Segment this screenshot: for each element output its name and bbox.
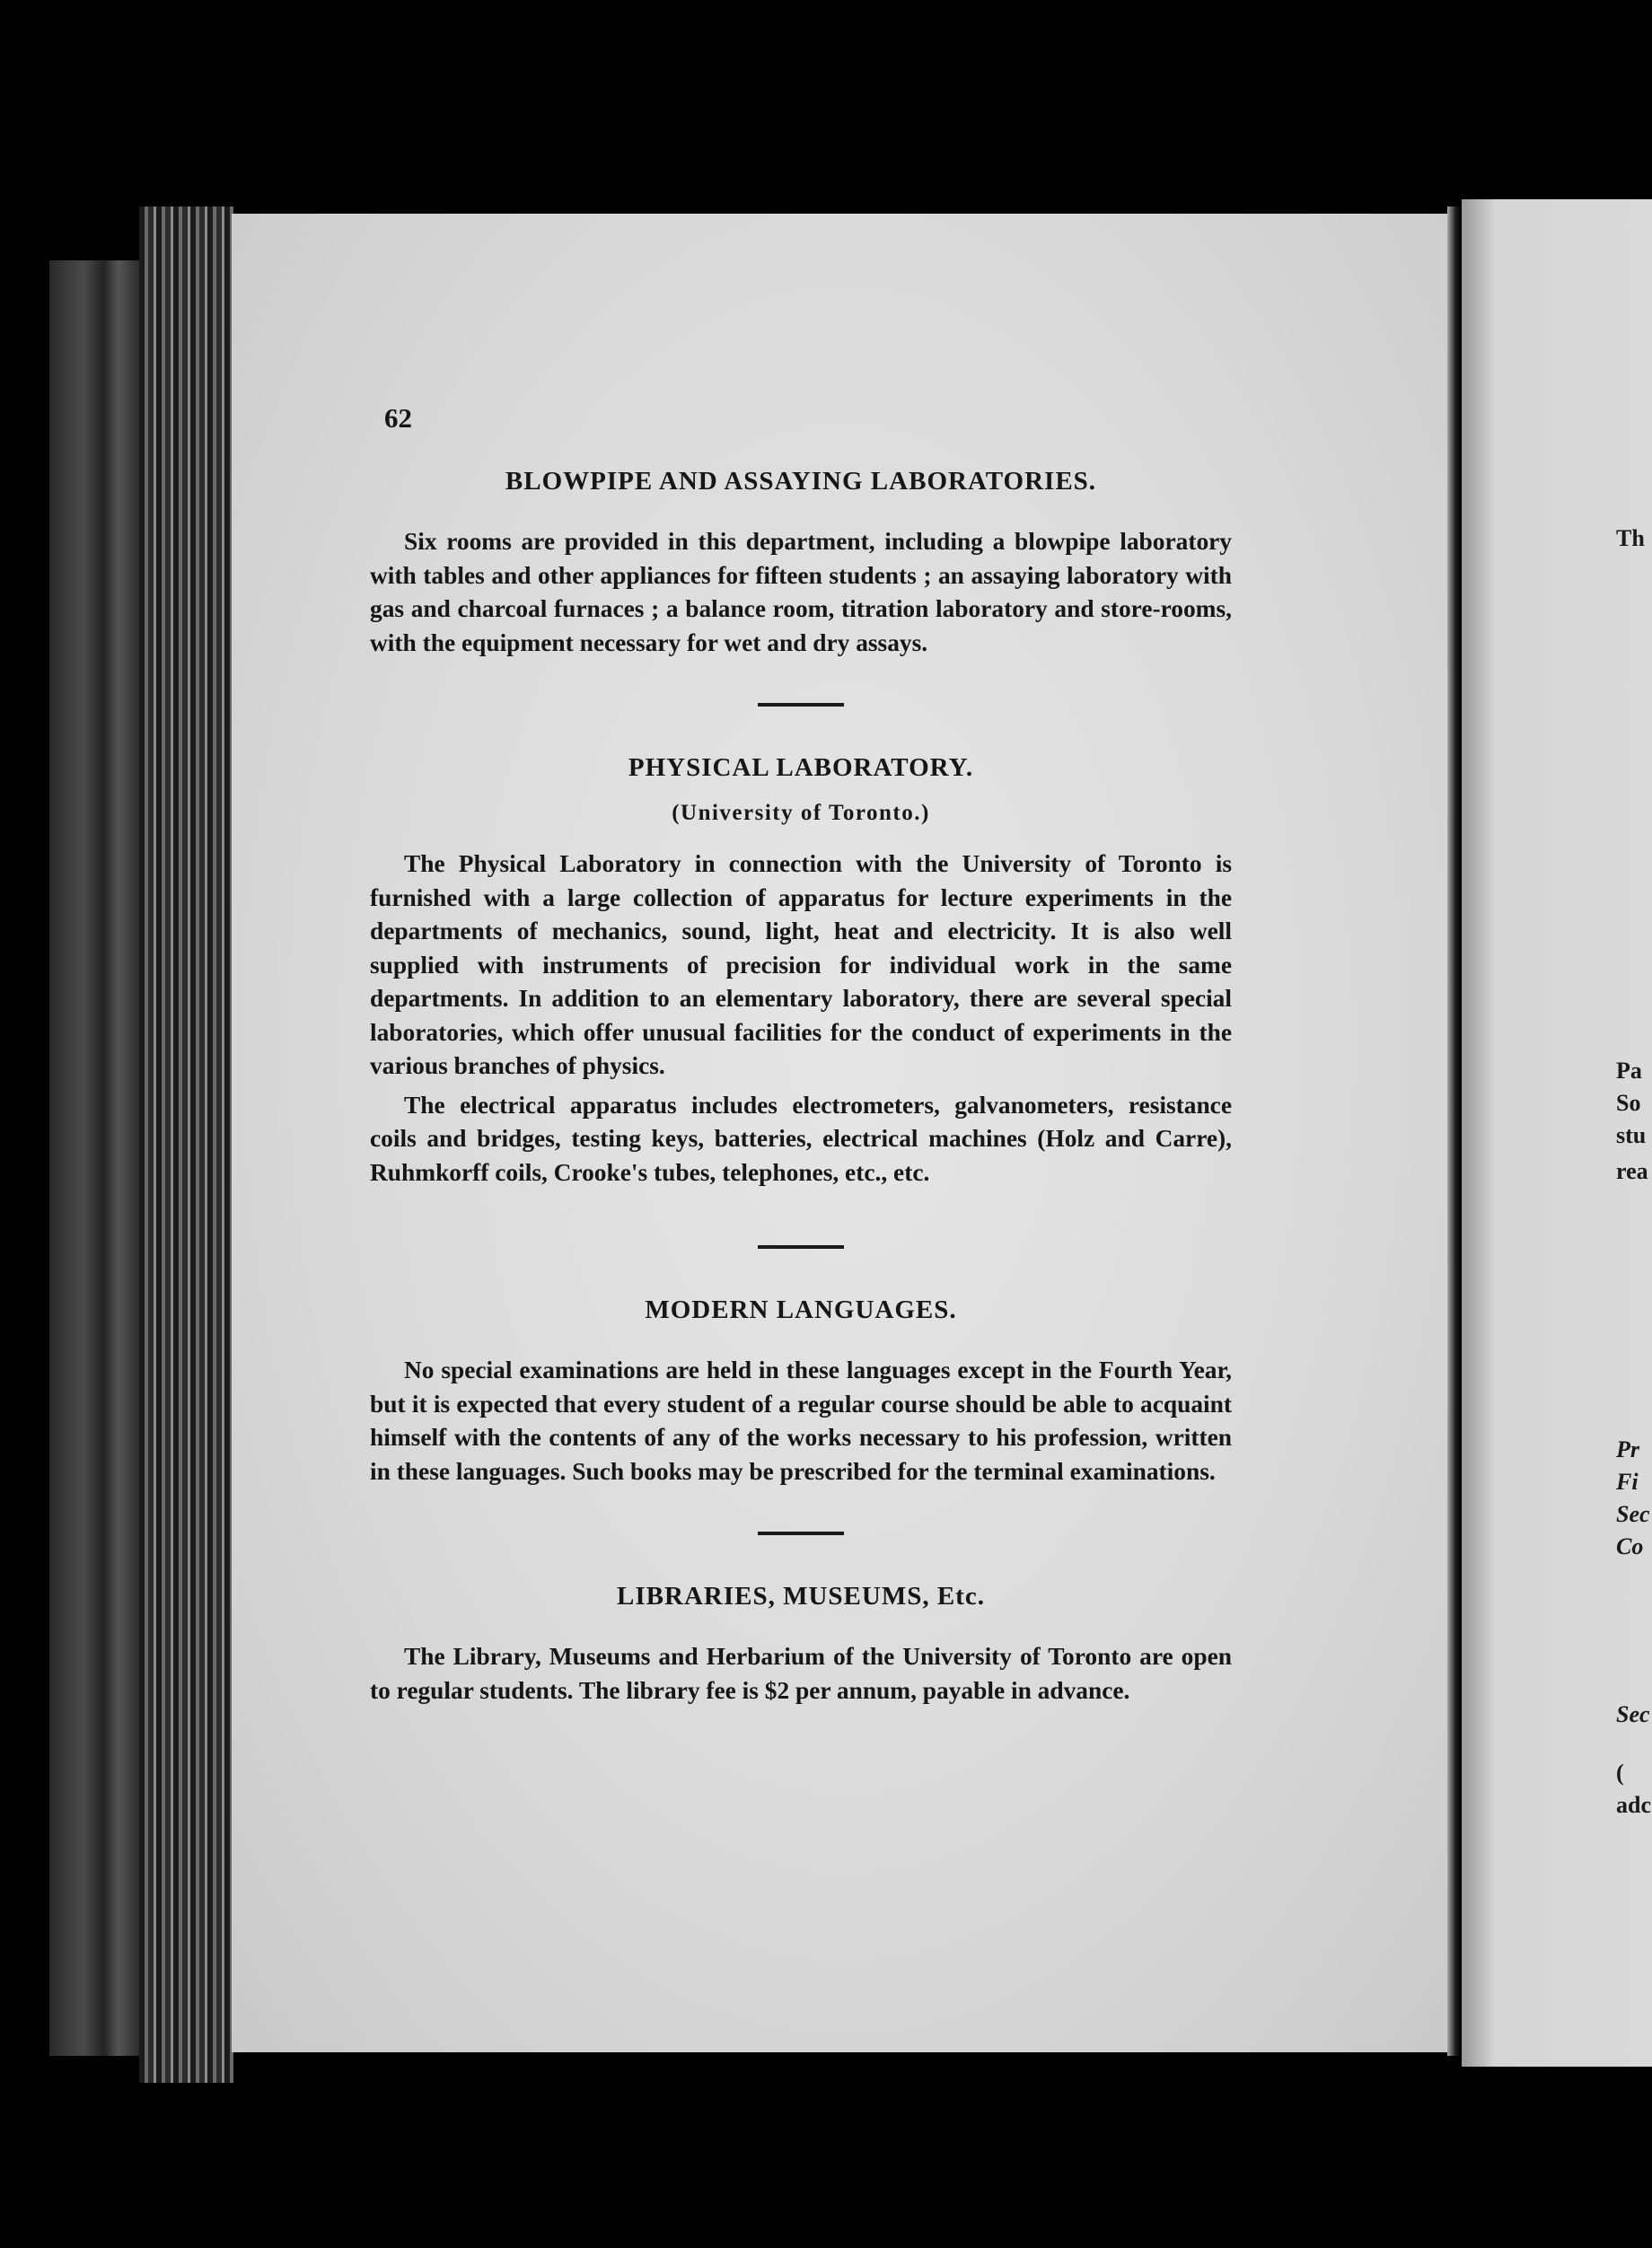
facing-fragment: Pr: [1616, 1436, 1639, 1462]
section-heading-blowpipe: BLOWPIPE AND ASSAYING LABORATORIES.: [505, 467, 1097, 496]
facing-fragment: Sec: [1616, 1701, 1650, 1727]
book-cover-edge: [49, 260, 148, 2056]
paragraph-languages: No special examinations are held in these languages except in the Fourth Year, but it is expected that every student of a regular course should be able to acquaint himself with the contents of any of the works necessary to his profession, written in these languages. Such books may be prescribed for the terminal examinations.: [370, 1357, 1232, 1485]
book-gutter: [1447, 206, 1462, 2056]
facing-fragment: stu: [1616, 1122, 1647, 1148]
section-heading-languages: MODERN LANGUAGES.: [645, 1295, 957, 1324]
facing-fragment: Fi: [1616, 1469, 1639, 1495]
paragraph-physical-2: The electrical apparatus includes electrometers, galvanometers, resistance coils and bridges, testing keys, batteries, electrical machines (Holz and Carre), Ruhmkorff coils, Crooke's tubes, telephones, etc., etc.: [370, 1091, 1232, 1186]
facing-fragment: So: [1616, 1090, 1641, 1116]
section-divider: [758, 1532, 844, 1535]
page-content: [370, 395, 1232, 1708]
section-heading-libraries: LIBRARIES, MUSEUMS, Etc.: [617, 1582, 985, 1611]
facing-fragment: rea: [1616, 1158, 1648, 1184]
facing-fragment: Co: [1616, 1533, 1644, 1559]
facing-fragment: (: [1616, 1760, 1624, 1786]
section-divider: [758, 1245, 844, 1249]
section-heading-physical: PHYSICAL LABORATORY.: [628, 753, 974, 782]
page-number: 62: [384, 402, 412, 434]
page-stack-edge: [139, 206, 233, 2083]
paragraph-libraries: The Library, Museums and Herbarium of the University of Toronto are open to regular students. The library fee is $2 per annum, payable in advance.: [370, 1643, 1232, 1704]
section-subheading-physical: (University of Toronto.): [672, 801, 930, 825]
section-divider: [758, 703, 844, 707]
paragraph-physical-1: The Physical Laboratory in connection with the University of Toronto is furnished with a large collection of apparatus for lecture experiments in the departments of mechanics, sound, light, heat and electricity. It is also well supplied with instruments of precision for individual work in the same departments. In addition to an elementary laboratory, there are several special laboratories, which offer unusual facilities for the conduct of experiments in the various branches of physics.: [370, 850, 1232, 1079]
facing-fragment: adc: [1616, 1792, 1651, 1818]
paragraph-blowpipe: Six rooms are provided in this department, including a blowpipe laboratory with tables and other appliances for fifteen students ; an assaying laboratory with gas and charcoal furnaces ; a balance room, titration laboratory and store-rooms, with the equipment necessary for wet and dry assays.: [370, 528, 1232, 656]
facing-fragment: Pa: [1616, 1058, 1642, 1084]
facing-fragment: Th: [1616, 525, 1645, 551]
facing-fragment: Sec: [1616, 1501, 1650, 1527]
